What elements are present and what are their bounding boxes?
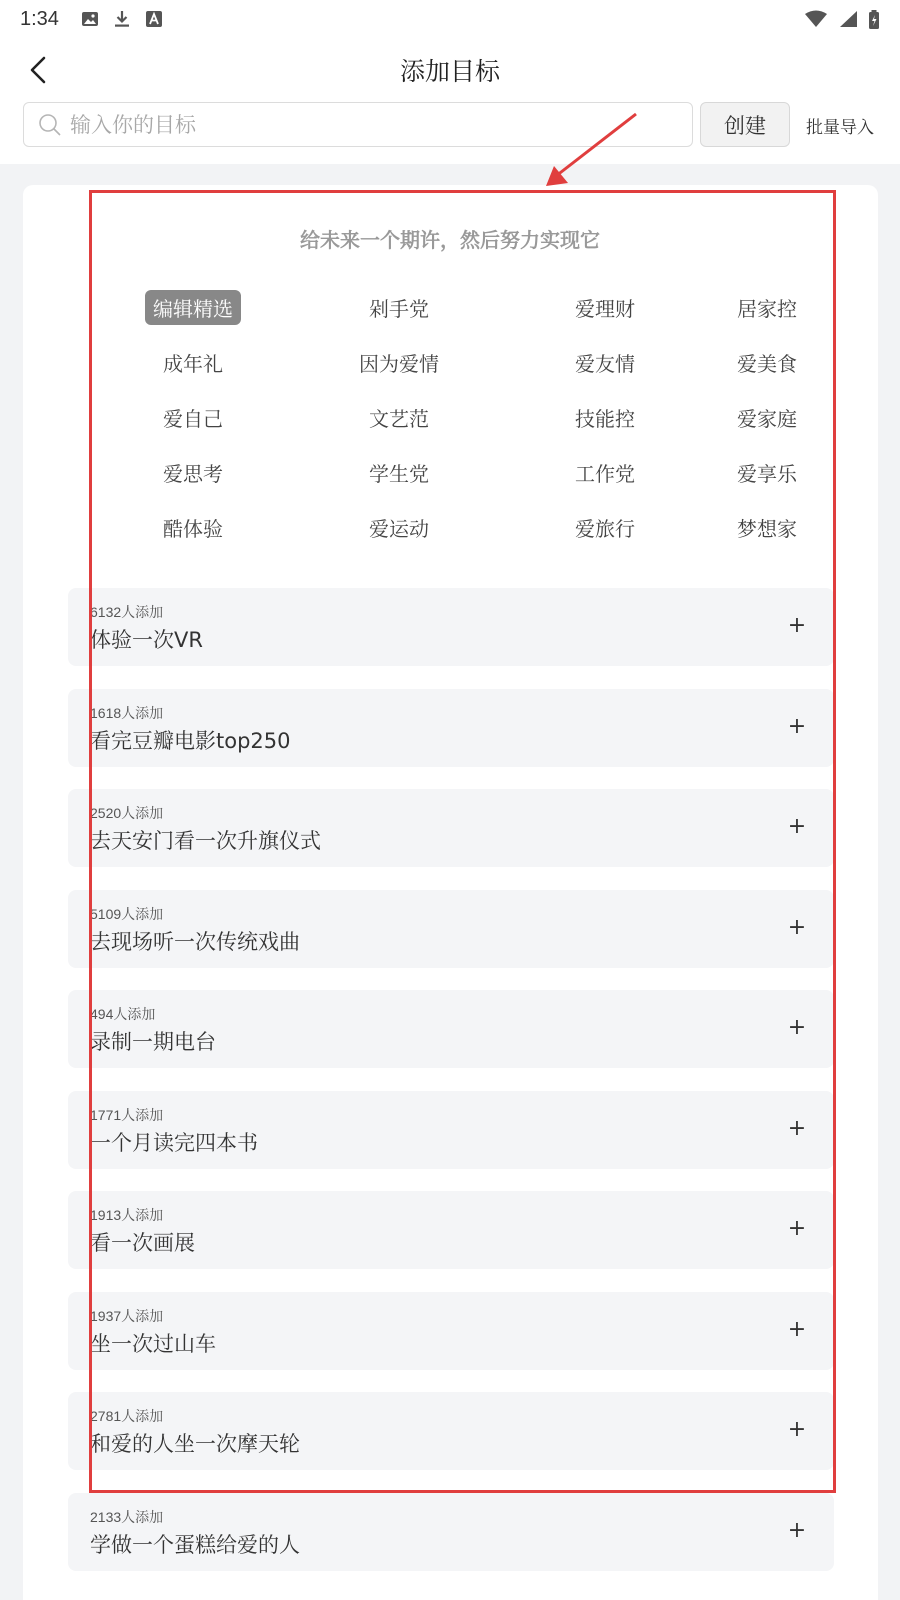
add-goal-button[interactable]: + <box>787 914 807 940</box>
goal-item[interactable] <box>68 588 834 666</box>
category-tag[interactable]: 梦想家 <box>737 517 797 541</box>
goal-title: 去现场听一次传统戏曲 <box>90 930 300 954</box>
goal-title: 一个月读完四本书 <box>90 1131 258 1155</box>
goal-add-count: 2781人添加 <box>90 1408 164 1424</box>
category-row <box>90 445 826 500</box>
goal-title: 和爱的人坐一次摩天轮 <box>90 1432 300 1456</box>
category-tag[interactable]: 剁手党 <box>369 297 429 321</box>
category-row <box>90 280 826 335</box>
add-goal-button[interactable]: + <box>787 612 807 638</box>
category-tag[interactable]: 学生党 <box>369 462 429 486</box>
category-tag[interactable]: 爱理财 <box>575 297 635 321</box>
add-goal-button[interactable]: + <box>787 713 807 739</box>
battery-icon <box>868 10 880 28</box>
category-tag[interactable]: 爱运动 <box>369 517 429 541</box>
add-goal-button[interactable]: + <box>787 1316 807 1342</box>
goal-item[interactable] <box>68 789 834 867</box>
category-tag[interactable]: 居家控 <box>737 297 797 321</box>
goal-item[interactable] <box>68 1191 834 1269</box>
goal-add-count: 6132人添加 <box>90 604 164 620</box>
category-tag[interactable]: 工作党 <box>575 462 635 486</box>
goal-item[interactable] <box>68 1091 834 1169</box>
add-goal-button[interactable]: + <box>787 1014 807 1040</box>
wifi-icon <box>804 10 828 28</box>
goal-item[interactable] <box>68 1392 834 1470</box>
add-goal-button[interactable]: + <box>787 1215 807 1241</box>
goal-add-count: 1937人添加 <box>90 1308 164 1324</box>
goal-title: 去天安门看一次升旗仪式 <box>90 829 321 853</box>
status-left-icons <box>81 10 163 28</box>
goal-title: 坐一次过山车 <box>90 1332 216 1356</box>
download-icon <box>113 10 131 28</box>
goal-add-count: 1618人添加 <box>90 705 164 721</box>
category-tag[interactable]: 因为爱情 <box>359 352 439 376</box>
add-goal-button[interactable]: + <box>787 813 807 839</box>
image-icon <box>81 10 99 28</box>
goal-add-count: 494人添加 <box>90 1006 156 1022</box>
goal-add-count: 1771人添加 <box>90 1107 164 1123</box>
chevron-left-icon <box>27 55 49 89</box>
goal-title: 体验一次VR <box>90 628 203 652</box>
goal-title: 学做一个蛋糕给爱的人 <box>90 1533 300 1557</box>
add-goal-button[interactable]: + <box>787 1115 807 1141</box>
tagline: 给未来一个期许，然后努力实现它 <box>300 228 600 252</box>
font-icon <box>145 10 163 28</box>
status-bar <box>0 0 900 38</box>
search-icon <box>38 113 62 137</box>
goal-add-count: 2520人添加 <box>90 805 164 821</box>
category-row <box>90 390 826 445</box>
goal-title: 看一次画展 <box>90 1231 195 1255</box>
goal-item[interactable] <box>68 689 834 767</box>
category-tag[interactable]: 爱美食 <box>737 352 797 376</box>
batch-import-link[interactable]: 批量导入 <box>806 117 874 138</box>
goal-item[interactable] <box>68 990 834 1068</box>
category-tag[interactable]: 爱自己 <box>163 407 223 431</box>
category-tag[interactable]: 爱家庭 <box>737 407 797 431</box>
create-button[interactable]: 创建 <box>700 102 790 147</box>
category-row <box>90 500 826 555</box>
category-tag[interactable]: 爱思考 <box>163 462 223 486</box>
goal-item[interactable] <box>68 1493 834 1571</box>
goal-item[interactable] <box>68 890 834 968</box>
category-grid <box>90 280 826 555</box>
goal-title: 看完豆瓣电影top250 <box>90 729 291 753</box>
category-tag[interactable]: 成年礼 <box>163 352 223 376</box>
category-tag[interactable]: 酷体验 <box>163 517 223 541</box>
status-right-icons <box>804 10 880 28</box>
back-button[interactable] <box>18 52 58 92</box>
add-goal-button[interactable]: + <box>787 1517 807 1543</box>
goal-add-count: 1913人添加 <box>90 1207 164 1223</box>
search-box[interactable] <box>23 102 693 147</box>
category-tag-selected[interactable]: 编辑精选 <box>145 290 241 325</box>
category-tag[interactable]: 爱旅行 <box>575 517 635 541</box>
signal-icon <box>838 10 858 28</box>
goal-title: 录制一期电台 <box>90 1030 216 1054</box>
category-row <box>90 335 826 390</box>
category-tag[interactable]: 文艺范 <box>369 407 429 431</box>
category-tag[interactable]: 技能控 <box>575 407 635 431</box>
add-goal-button[interactable]: + <box>787 1416 807 1442</box>
goal-add-count: 2133人添加 <box>90 1509 164 1525</box>
page-header <box>0 38 900 164</box>
page-title: 添加目标 <box>399 57 500 86</box>
category-tag[interactable]: 爱友情 <box>575 352 635 376</box>
status-time: 1:34 <box>20 7 59 30</box>
category-tag[interactable]: 爱享乐 <box>737 462 797 486</box>
goal-add-count: 5109人添加 <box>90 906 164 922</box>
search-input[interactable] <box>70 105 630 145</box>
goal-item[interactable] <box>68 1292 834 1370</box>
